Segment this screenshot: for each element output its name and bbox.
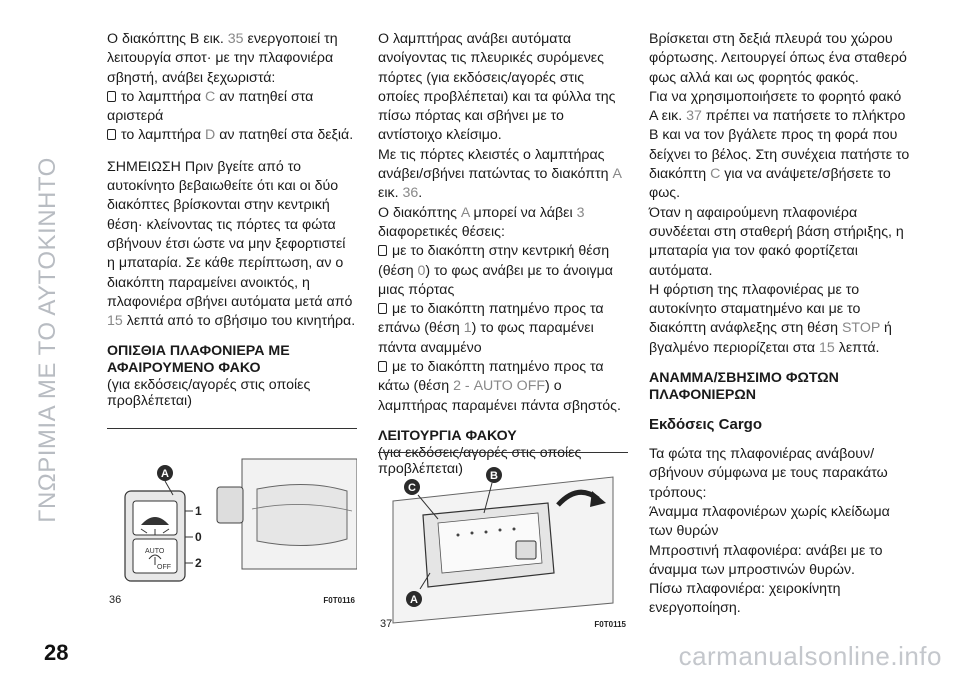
bullet-icon bbox=[107, 91, 116, 102]
paragraph: Πίσω πλαφονιέρα: χειροκίνητη ενεργοποίηση. bbox=[649, 581, 841, 617]
ref-a: A bbox=[460, 204, 470, 221]
ref-c: C bbox=[710, 166, 721, 183]
page-number: 28 bbox=[44, 640, 69, 665]
figure-number: 36 bbox=[109, 594, 122, 606]
section-subheading: (για εκδόσεις/αγορές στις οποίες προβλέπεται) bbox=[378, 444, 582, 477]
ref-a: A bbox=[612, 166, 622, 183]
ref-figure: 35 bbox=[227, 31, 244, 47]
paragraph: Τα φώτα της πλαφονιέρας ανάβουν/ σβήνουν σύμφωνα με τους παρακάτω τρόπους: bbox=[649, 446, 888, 501]
bullet-icon bbox=[378, 361, 387, 372]
figure-code: F0T0116 bbox=[323, 596, 355, 605]
text: Με τις πόρτες κλειστές ο λαμπτήρας ανάβει/σβήνει πατώντας το διακόπτη bbox=[378, 146, 613, 183]
callout-b-label: B bbox=[490, 470, 498, 482]
bullet-icon bbox=[378, 303, 387, 314]
ref-figure: 37 bbox=[686, 108, 702, 125]
bullet-item bbox=[378, 242, 628, 300]
paragraph: Μπροστινή πλαφονιέρα: ανάβει με το άναμμα των μπροστινών θυρών. bbox=[649, 542, 883, 578]
text: το λαμπτήρα bbox=[121, 88, 205, 105]
text: το λαμπτήρα bbox=[121, 127, 205, 144]
text: ) ο λαμπτήρας παραμένει πάντα σβηστός. bbox=[378, 378, 621, 414]
switch-housing bbox=[125, 491, 185, 581]
text: . bbox=[418, 185, 423, 202]
bullet-item bbox=[378, 358, 628, 416]
callout-a-label: A bbox=[161, 468, 169, 480]
position-label-1: 1 bbox=[195, 504, 202, 518]
ref-figure: 36 bbox=[402, 185, 419, 202]
text: Η φόρτιση της πλαφονιέρας με το αυτοκίνητο σταματημένο και με το διακόπτη ανάφλεξης στη θέση bbox=[649, 281, 861, 337]
column-1 bbox=[107, 30, 357, 409]
note-paragraph bbox=[107, 158, 357, 332]
position-value: 2 - AUTO OFF bbox=[453, 378, 546, 395]
figure-36-illustration bbox=[107, 429, 357, 605]
ignition-position: STOP bbox=[841, 320, 881, 337]
text: με το διακόπτη στην κεντρική θέση (θέση bbox=[378, 243, 610, 279]
text: με το διακόπτη πατημένο προς τα επάνω (θέση bbox=[378, 301, 604, 337]
position-value: 0 bbox=[417, 262, 426, 279]
callout-a-label: A bbox=[410, 594, 418, 606]
figure-code: F0T0115 bbox=[594, 620, 626, 629]
position-label-0: 0 bbox=[195, 530, 202, 544]
paragraph: Ο λαμπτήρας ανάβει αυτόματα ανοίγοντας τις πλευρικές συρόμενες πόρτες (για εκδόσεις/αγορές στις οποίες προβλέπεται) και τα φύλλα της πίσω πόρτας και σβήνει με το αντίστοιχο κλείσιμο. bbox=[378, 31, 616, 144]
text: εικ. bbox=[199, 31, 228, 47]
text: αν πατηθεί στα αριστερά bbox=[107, 88, 314, 125]
text: ) το φως ανάβει με το άνοιγμα μιας πόρτας bbox=[378, 262, 613, 298]
note-label: ΣΗΜΕΙΩΣΗ bbox=[107, 158, 181, 175]
paragraph: Βρίσκεται στη δεξιά πλευρά του χώρου φόρτωσης. Λειτουργεί όπως ένα σταθερό φως αλλά και ως φορητός φακός. bbox=[649, 31, 907, 86]
chapter-side-title: ΓΝΩΡΙΜΙΑ ΜΕ ΤΟ ΑΥΤΟΚΙΝΗΤΟ bbox=[34, 157, 61, 523]
text: Ο διακόπτης bbox=[378, 204, 461, 221]
section-heading: ΛΕΙΤΟΥΡΓΙΑ ΦΑΚΟΥ bbox=[378, 427, 517, 444]
intro-paragraph bbox=[107, 30, 357, 88]
number: 15 bbox=[107, 313, 123, 330]
text: Ο διακόπτης bbox=[107, 31, 190, 47]
paragraph bbox=[649, 281, 911, 358]
text: αν πατηθεί στα δεξιά. bbox=[215, 127, 354, 144]
bullet-item bbox=[378, 300, 628, 358]
column-3 bbox=[649, 30, 911, 619]
text: λεπτά. bbox=[834, 339, 880, 356]
number: 3 bbox=[576, 204, 585, 221]
text: Πριν βγείτε από το αυτοκίνητο βεβαιωθείτε ότι και οι δύο διακόπτες βρίσκονται στην κεντρική θέση· κλείνοντας τις πόρτες τα φώτα σβήνουν έτσι ώστε να μην ξεφορτιστεί η μπαταρία. Σε κάθε περίπτωση, αν ο διακόπτη παραμείνει ανοικτός, η πλαφονιέρα σβήνει αυτόματα μετά από bbox=[107, 158, 353, 310]
ref-c: C bbox=[205, 88, 216, 105]
ref-b: B bbox=[189, 31, 200, 47]
flashlight-lens bbox=[423, 503, 554, 587]
bullet-item bbox=[107, 88, 357, 127]
paragraph: Άναμμα πλαφονιέρων χωρίς κλείδωμα των θυρών bbox=[649, 503, 890, 540]
off-label: OFF bbox=[157, 564, 171, 571]
paragraph bbox=[378, 204, 628, 243]
text: για να ανάψετε/σβήσετε το φως. bbox=[649, 166, 891, 202]
position-value: 1 bbox=[463, 320, 472, 337]
position-label-2: 2 bbox=[195, 556, 202, 570]
figure-number: 37 bbox=[380, 618, 393, 630]
text: διαφορετικές θέσεις: bbox=[378, 223, 505, 240]
column-2 bbox=[378, 30, 628, 477]
bullet-icon bbox=[107, 129, 116, 140]
text: με το διακόπτη πατημένο προς τα κάτω (θέση bbox=[378, 359, 604, 395]
figure-37 bbox=[378, 452, 628, 632]
bullet-item bbox=[107, 126, 357, 145]
callout-c-label: C bbox=[408, 482, 416, 494]
paragraph bbox=[378, 146, 628, 204]
figure-36 bbox=[107, 428, 357, 608]
text: ή βγαλμένο περιορίζεται στα bbox=[649, 320, 892, 356]
text: ενεργοποιεί τη λειτουργία σποτ· με την πλαφονιέρα σβηστή, ανάβει ξεχωριστά: bbox=[107, 31, 338, 86]
section-subheading: Εκδόσεις Cargo bbox=[649, 416, 762, 434]
switch-detail bbox=[217, 487, 243, 523]
paragraph bbox=[649, 88, 911, 204]
section-subheading: (για εκδόσεις/αγορές στις οποίες προβλέπεται) bbox=[107, 377, 311, 410]
figure-37-illustration bbox=[378, 453, 628, 629]
section-heading: ΟΠΙΣΘΙΑ ΠΛΑΦΟΝΙΕΡΑ ΜΕ ΑΦΑΙΡΟΥΜΕΝΟ ΦΑΚΟ bbox=[107, 343, 290, 377]
text: λεπτά από το σβήσιμο του κινητήρα. bbox=[122, 313, 356, 330]
text: πρέπει να πατήσετε το πλήκτρο B και να τον βγάλετε προς τη φορά που δείχνει το βέλος. Στη συνέχεια πατήστε το διακόπτη bbox=[649, 108, 910, 183]
auto-label: AUTO bbox=[145, 548, 165, 555]
ref-d: D bbox=[205, 127, 216, 144]
text: Για να χρησιμοποιήσετε το φορητό φακό A εικ. bbox=[649, 88, 902, 125]
bullet-icon bbox=[378, 245, 387, 256]
text: ) το φως παραμένει πάντα αναμμένο bbox=[378, 320, 594, 356]
paragraph: Όταν η αφαιρούμενη πλαφονιέρα συνδέεται στη σταθερή βάση στήριξης, η μπαταρία για τον φακό φορτίζεται αυτόματα. bbox=[649, 204, 904, 279]
text: εικ. bbox=[378, 185, 403, 202]
text: μπορεί να λάβει bbox=[469, 204, 577, 221]
section-heading: ΑΝΑΜΜΑ/ΣΒΗΣΙΜΟ ΦΩΤΩΝ ΠΛΑΦΟΝΙΕΡΩΝ bbox=[649, 370, 839, 404]
watermark: carmanualsonline.info bbox=[678, 641, 942, 671]
number: 15 bbox=[819, 339, 835, 356]
